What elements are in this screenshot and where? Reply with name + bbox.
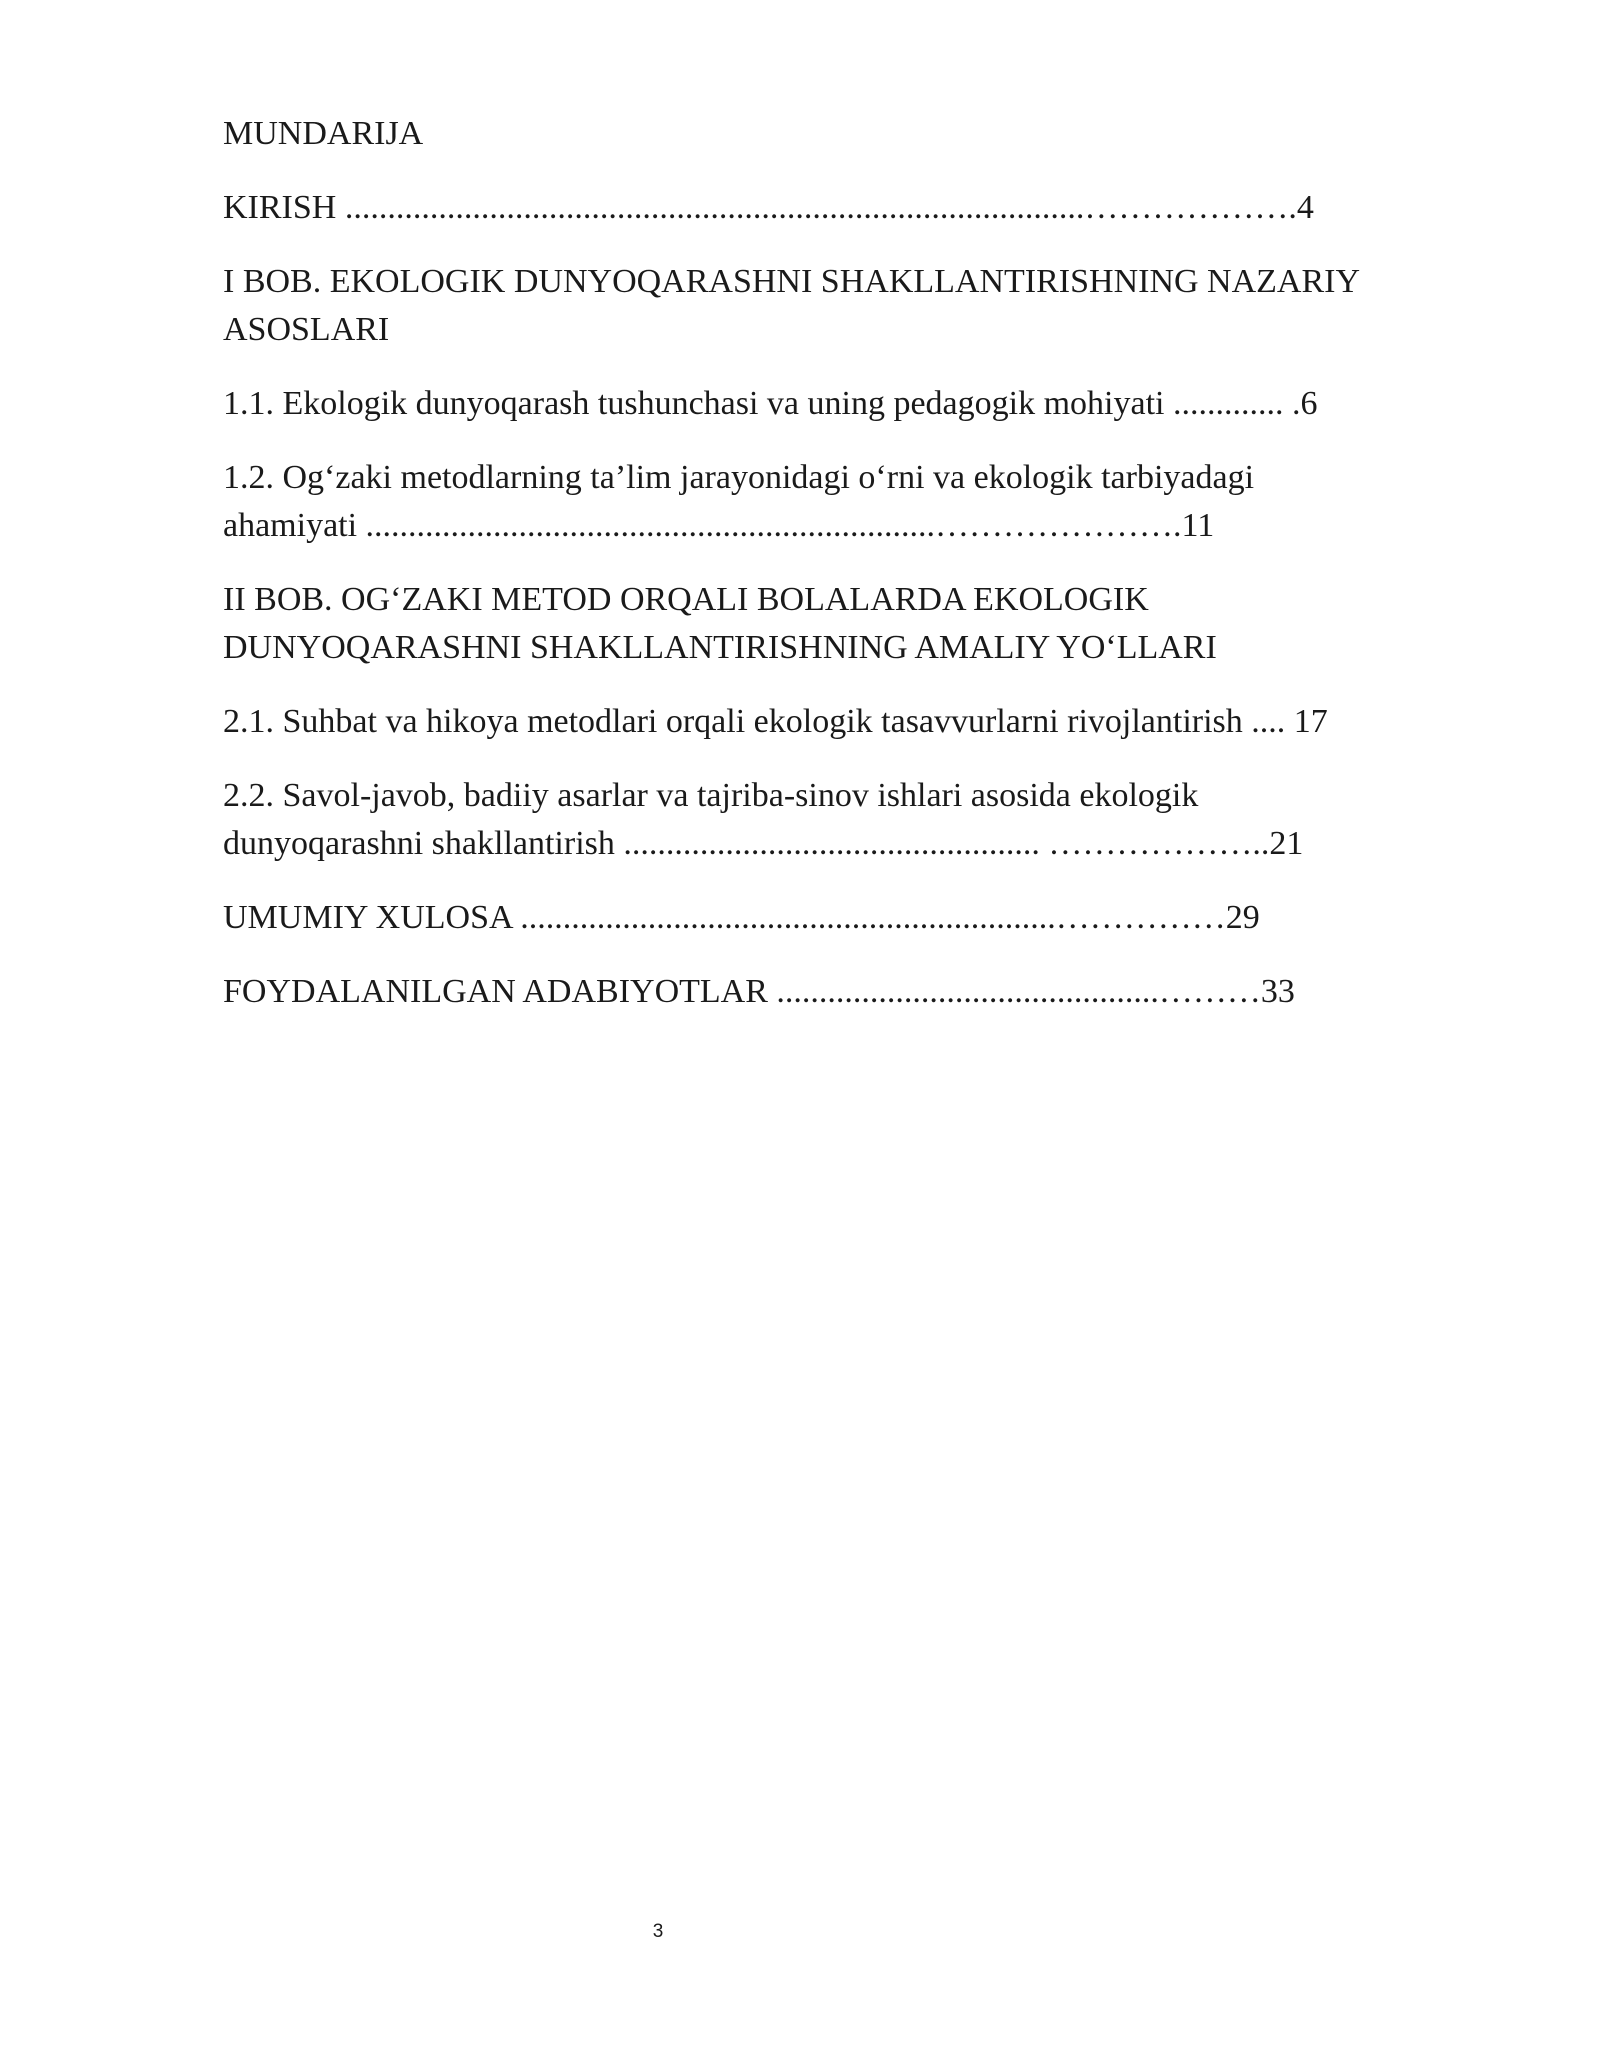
toc-entry-line: FOYDALANILGAN ADABIYOTLAR .............................................………33 xyxy=(223,973,1295,1010)
page-number: 3 xyxy=(652,1921,664,1942)
toc-entry-kirish xyxy=(223,184,1453,232)
toc-entry-line: 1.1. Ekologik dunyoqarash tushunchasi va uning pedagogik mohiyati ............. .6 xyxy=(223,385,1318,422)
toc-entry-conclusion xyxy=(223,894,1453,942)
toc-entry-line: II BOB. OGʻZAKI METOD ORQALI BOLALARDA EKOLOGIK xyxy=(223,581,1149,618)
toc-entry-line: dunyoqarashni shakllantirish ................................................. ………………..21 xyxy=(223,825,1304,862)
toc-entry-section-2-2 xyxy=(223,772,1453,868)
toc-entry-section-1-2 xyxy=(223,454,1453,550)
toc-entry-chapter-2 xyxy=(223,576,1453,672)
table-of-contents xyxy=(223,110,1453,1042)
toc-entry-line: 2.1. Suhbat va hikoya metodlari orqali ekologik tasavvurlarni rivojlantirish .... 17 xyxy=(223,703,1328,740)
toc-entry-section-1-1 xyxy=(223,380,1453,428)
toc-entry-chapter-1 xyxy=(223,258,1453,354)
toc-entry-line: 1.2. Ogʻzaki metodlarning ta’lim jarayonidagi oʻrni va ekologik tarbiyadagi xyxy=(223,459,1255,496)
toc-entry-line: ASOSLARI xyxy=(223,311,390,348)
toc-entry-line: 2.2. Savol-javob, badiiy asarlar va tajriba-sinov ishlari asosida ekologik xyxy=(223,777,1199,814)
toc-entry-line: I BOB. EKOLOGIK DUNYOQARASHNI SHAKLLANTIRISHNING NAZARIY xyxy=(223,263,1361,300)
toc-entry-line: KIRISH .......................................................................................……………….4 xyxy=(223,189,1314,226)
toc-title: MUNDARIJA xyxy=(223,115,424,152)
toc-entry-line: DUNYOQARASHNI SHAKLLANTIRISHNING AMALIY YOʻLLARI xyxy=(223,629,1217,666)
toc-entry-section-2-1 xyxy=(223,698,1453,746)
toc-entry-line: ahamiyati ...................................................................………………….11 xyxy=(223,507,1215,544)
toc-entry-references xyxy=(223,968,1453,1016)
toc-entry-line: UMUMIY XULOSA ...............................................................……………29 xyxy=(223,899,1260,936)
